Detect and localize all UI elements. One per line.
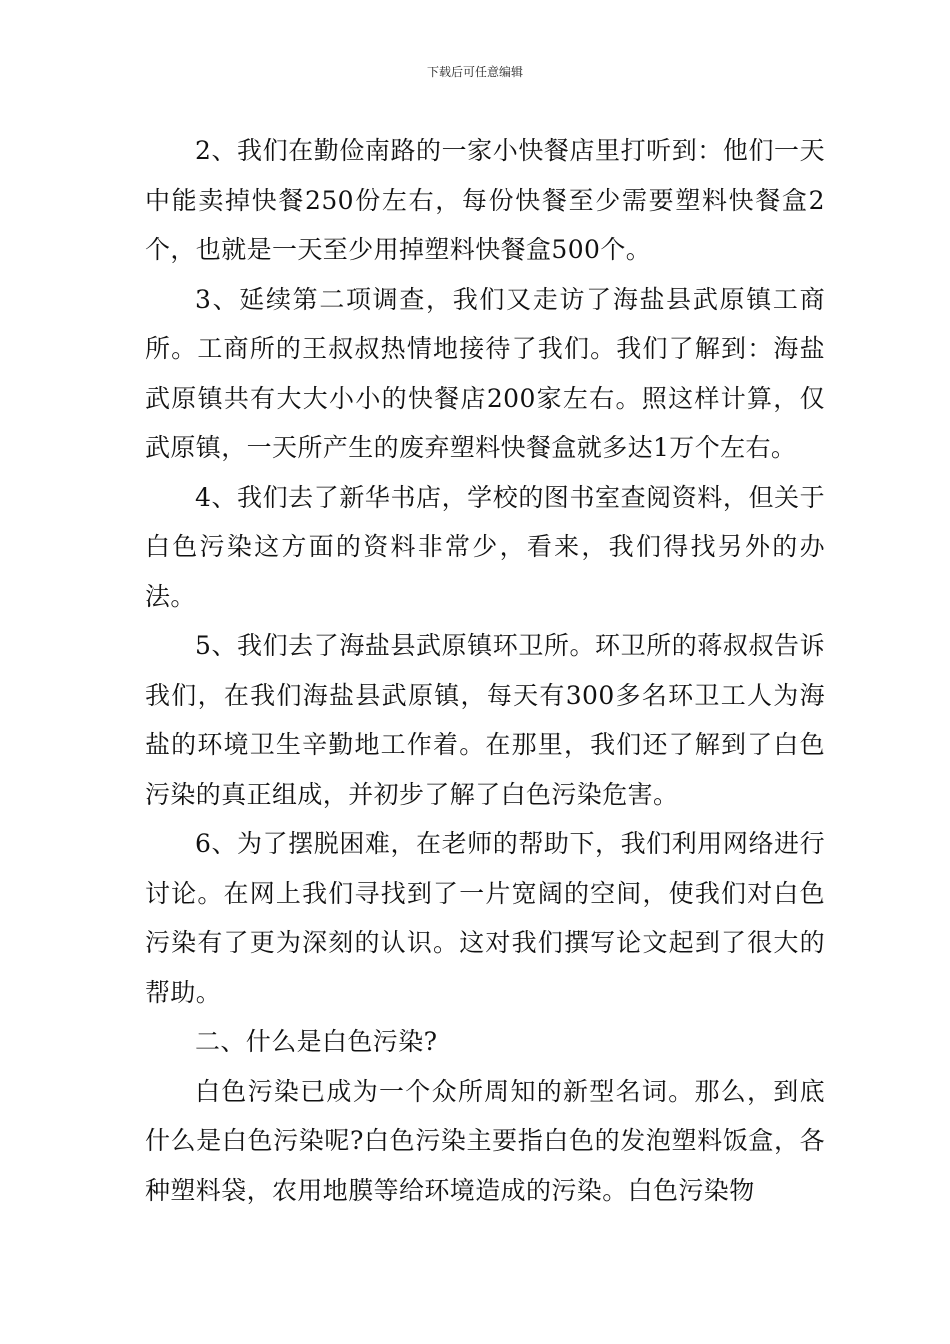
- paragraph-survey-6: 6、为了摆脱困难，在老师的帮助下，我们利用网络进行讨论。在网上我们寻找到了一片宽阔的空间，使我们对白色污染有了更为深刻的认识。这对我们撰写论文起到了很大的帮助。: [145, 829, 825, 1007]
- page-header-note: 下载后可任意编辑: [426, 65, 523, 79]
- paragraph-survey-5: 5、我们去了海盐县武原镇环卫所。环卫所的蒋叔叔告诉我们，在我们海盐县武原镇，每天有300多名环卫工人为海盐的环境卫生辛勤地工作着。在那里，我们还了解到了白色污染的真正组成，并初步了解了白色污染危害。: [145, 631, 825, 809]
- document-body: [145, 126, 825, 1215]
- paragraph-white-pollution: 白色污染已成为一个众所周知的新型名词。那么，到底什么是白色污染呢?白色污染主要指白色的发泡塑料饭盒，各种塑料袋，农用地膜等给环境造成的污染。白色污染物: [145, 1076, 825, 1205]
- section-heading: 二、什么是白色污染?: [195, 1027, 438, 1056]
- paragraph-survey-3: 3、延续第二项调查，我们又走访了海盐县武原镇工商所。工商所的王叔叔热情地接待了我们。我们了解到：海盐武原镇共有大大小小的快餐店200家左右。照这样计算，仅武原镇，一天所产生的废弃塑料快餐盒就多达1万个左右。: [145, 284, 825, 462]
- paragraph-survey-2: 2、我们在勤俭南路的一家小快餐店里打听到：他们一天中能卖掉快餐250份左右，每份快餐至少需要塑料快餐盒2个，也就是一天至少用掉塑料快餐盒500个。: [145, 136, 825, 264]
- paragraph-survey-4: 4、我们去了新华书店，学校的图书室查阅资料，但关于白色污染这方面的资料非常少，看来，我们得找另外的办法。: [145, 482, 825, 611]
